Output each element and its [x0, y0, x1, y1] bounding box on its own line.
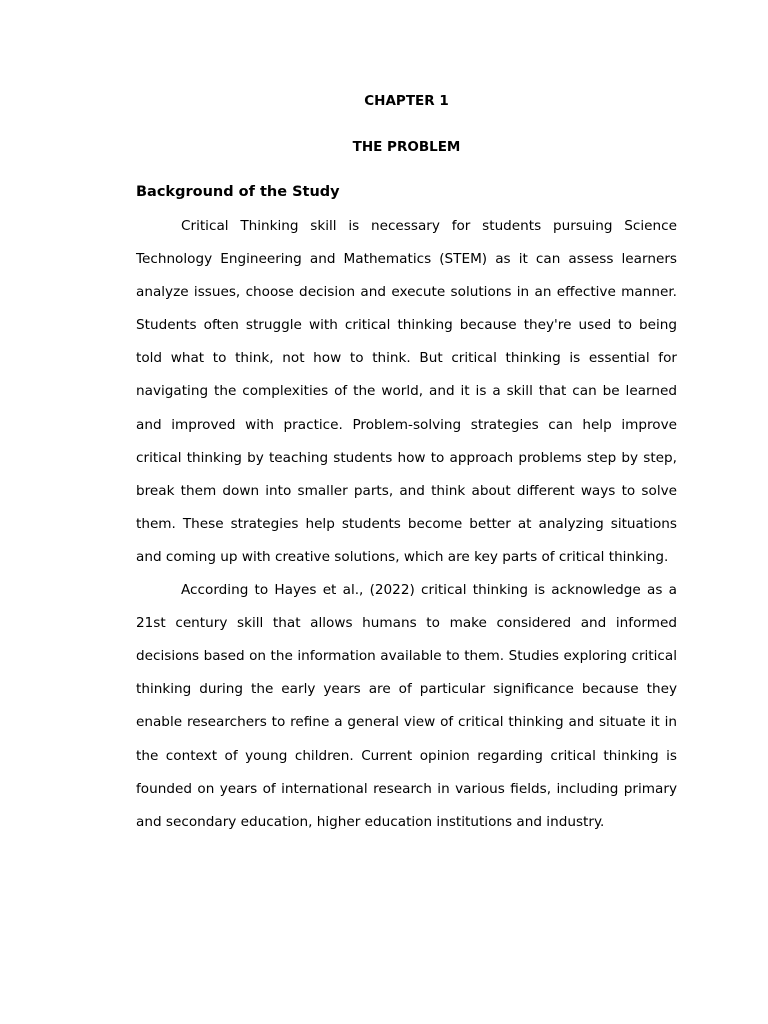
chapter-title: THE PROBLEM — [352, 139, 461, 155]
chapter-label: CHAPTER 1 — [364, 93, 449, 109]
paragraph-1: Critical Thinking skill is necessary for students pursuing Science Technology Engineering and Mathematics (STEM) as it can assess learners analyze issues, choose decision and execute solutions in an effective manner. Students often struggle with critical thinking because they're used to being told what to think, not how to think. But critical thinking is essential for navigating the complexities of the world, and it is a skill that can be learned and improved with practice. Problem-solving strategies can help improve critical thinking by teaching students how to approach problems step by step, break them down into smaller parts, and think about different ways to solve them. These strategies help students become better at analyzing situations and coming up with creative solutions, which are key parts of critical thinking. — [136, 218, 677, 565]
paragraph-2: According to Hayes et al., (2022) critical thinking is acknowledge as a 21st century skill that allows humans to make considered and informed decisions based on the information available to them. Studies exploring critical thinking during the early years are of particular significance because they enable researchers to refine a general view of critical thinking and situate it in the context of young children. Current opinion regarding critical thinking is founded on years of international research in various fields, including primary and secondary education, higher education institutions and industry. — [136, 582, 677, 830]
section-heading: Background of the Study — [136, 184, 340, 200]
body-text — [136, 210, 677, 839]
